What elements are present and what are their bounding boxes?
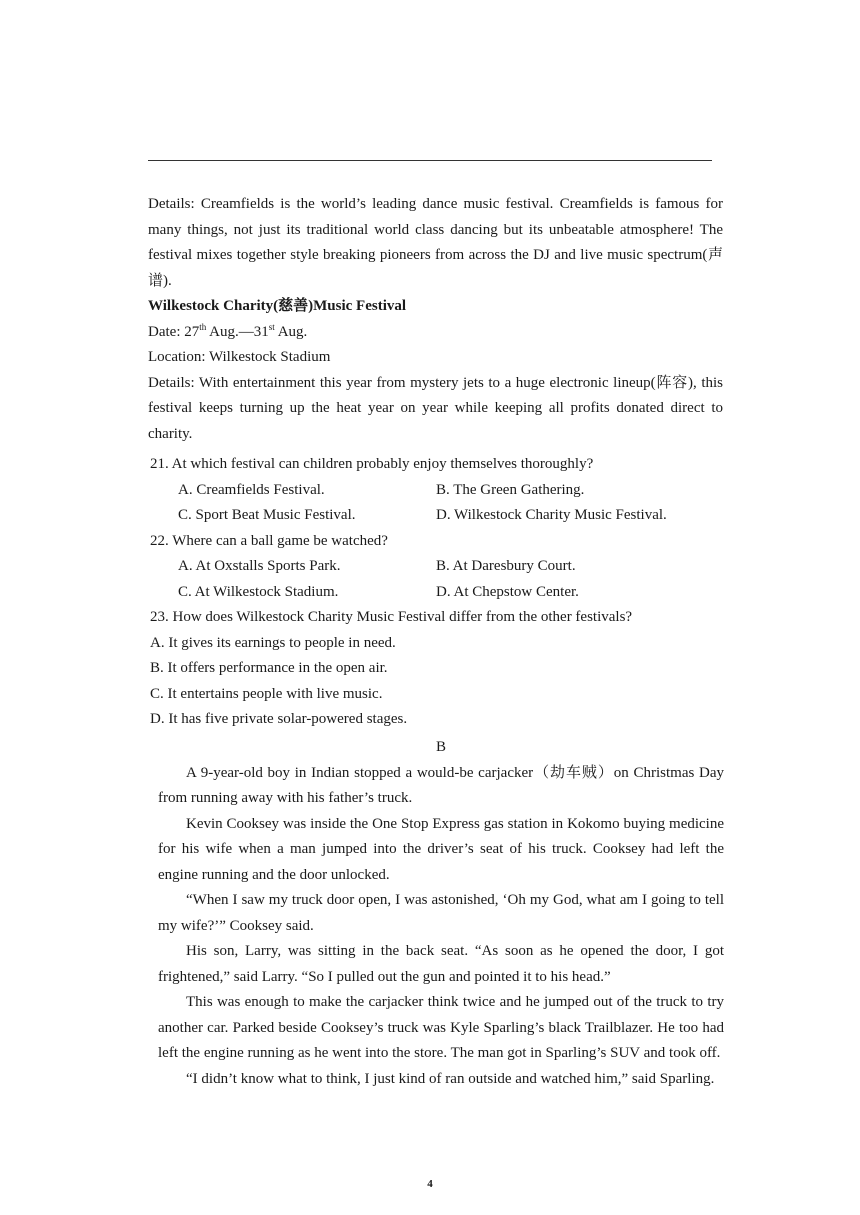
question-22-options-row2 <box>178 580 725 606</box>
question-22-stem: 22. Where can a ball game be watched? <box>150 532 388 549</box>
question-22-option-d: D. At Chepstow Center. <box>436 583 579 600</box>
passage-b-paragraph-6: “I didn’t know what to think, I just kind of ran outside and watched him,” said Sparling. <box>186 1070 715 1087</box>
header-rule <box>148 160 712 161</box>
question-22-options-row1 <box>178 554 725 580</box>
question-21-option-b: B. The Green Gathering. <box>436 481 585 498</box>
question-23-option-c: C. It entertains people with live music. <box>150 685 383 702</box>
question-21-stem: 21. At which festival can children probably enjoy themselves thoroughly? <box>150 456 594 472</box>
passage-b-paragraph-4: His son, Larry, was sitting in the back seat. “As soon as he opened the door, I got frightened,” said Larry. “So I pulled out the gun and pointed it to his head.” <box>158 943 724 985</box>
wilkestock-location: Location: Wilkestock Stadium <box>148 349 331 365</box>
passage-b-heading: B <box>435 739 446 755</box>
wilkestock-date: Date: 27th Aug.—31st Aug. <box>148 321 308 340</box>
questions <box>150 452 725 733</box>
question-21-option-d: D. Wilkestock Charity Music Festival. <box>436 507 667 523</box>
question-21-options-row1 <box>178 478 725 504</box>
passage-b-paragraph-2: Kevin Cooksey was inside the One Stop Express gas station in Kokomo buying medicine for his wife when a man jumped into the driver’s seat of his truck. Cooksey had left the engine running and the door unlocked. <box>158 815 724 883</box>
wilkestock-details: Details: With entertainment this year from mystery jets to a huge electronic lineup(阵容), this festival keeps turning up the heat year on year while keeping all profits donated direct to charity. <box>148 374 723 442</box>
page-number: 4 <box>427 1178 433 1190</box>
question-21-option-a: A. Creamfields Festival. <box>178 481 325 498</box>
question-23-option-a: A. It gives its earnings to people in need. <box>150 634 396 651</box>
passage-b-paragraph-5: This was enough to make the carjacker think twice and he jumped out of the truck to try another car. Parked beside Cooksey’s truck was Kyle Sparling’s black Trailblazer. He too had left the engine running as he went into the store. The man got in Sparling’s SUV and took off. <box>158 994 724 1061</box>
creamfields-details: Details: Creamfields is the world’s leading dance music festival. Creamfields is famous for many things, not just its traditional world class dancing but its unbeatable atmosphere! The festival mixes together style breaking pioneers from across the DJ and live music spectrum(声谱). <box>148 196 723 289</box>
question-21-options-row2 <box>178 503 725 529</box>
wilkestock-title: Wilkestock Charity(慈善)Music Festival <box>148 298 407 314</box>
question-22-option-c: C. At Wilkestock Stadium. <box>178 583 339 600</box>
question-23-option-d: D. It has five private solar-powered stages. <box>150 711 408 727</box>
passage-b-paragraph-3: “When I saw my truck door open, I was astonished, ‘Oh my God, what am I going to tell my wife?’” Cooksey said. <box>158 892 724 934</box>
question-21-option-c: C. Sport Beat Music Festival. <box>178 507 356 523</box>
passage-a <box>148 192 723 447</box>
question-22-option-a: A. At Oxstalls Sports Park. <box>178 558 341 574</box>
question-23-stem: 23. How does Wilkestock Charity Music Festival differ from the other festivals? <box>150 609 633 625</box>
passage-b-paragraph-1: A 9-year-old boy in Indian stopped a would-be carjacker（劫车贼）on Christmas Day from running away with his father’s truck. <box>158 764 724 806</box>
passage-b <box>158 735 724 1092</box>
question-22-option-b: B. At Daresbury Court. <box>436 558 576 574</box>
question-23-option-b: B. It offers performance in the open air. <box>150 660 388 676</box>
